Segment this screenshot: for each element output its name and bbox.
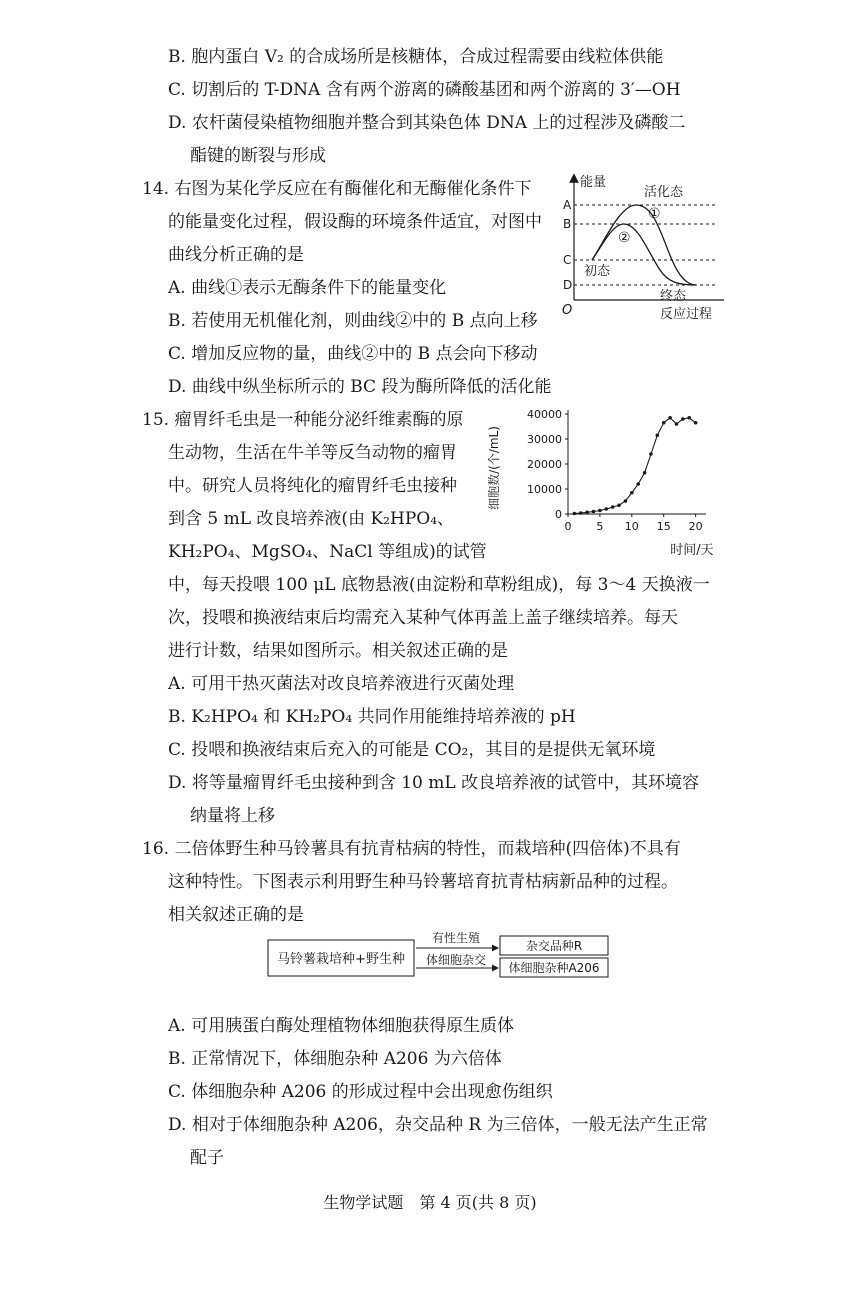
- q16-option-b: B. 正常情况下，体细胞杂种 A206 为六倍体: [168, 1049, 502, 1069]
- energy-origin: O: [562, 303, 573, 318]
- q15-stem-2: 生动物，生活在牛羊等反刍动物的瘤胃: [168, 443, 457, 463]
- growth-data-point: [681, 417, 685, 421]
- q14-stem-2: 的能量变化过程，假设酶的环境条件适宜，对图中: [168, 212, 542, 232]
- growth-data-point: [624, 499, 628, 503]
- growth-data-point: [617, 503, 621, 507]
- energy-diagram: [548, 172, 738, 328]
- energy-activated-label: 活化态: [644, 185, 684, 200]
- growth-data-point: [694, 421, 698, 425]
- q16-option-a: A. 可用胰蛋白酶处理植物体细胞获得原生质体: [168, 1016, 515, 1036]
- growth-ytick-label: 40000: [527, 408, 562, 421]
- growth-data-point: [573, 512, 577, 516]
- flow-target-r-label: 杂交品种R: [525, 939, 583, 953]
- q13-option-d: D. 农杆菌侵染植物细胞并整合到其染色体 DNA 上的过程涉及磷酸二: [168, 113, 686, 133]
- growth-ytick-label: 10000: [527, 483, 562, 496]
- growth-data-point: [643, 471, 647, 475]
- energy-initial-label: 初态: [584, 264, 611, 279]
- energy-final-label: 终态: [660, 289, 687, 304]
- q13-option-d-cont: 酯键的断裂与形成: [190, 146, 326, 166]
- energy-curve-1-label: ①: [648, 206, 661, 222]
- q15-stem-8: 进行计数，结果如图所示。相关叙述正确的是: [168, 641, 508, 661]
- q15-option-d-cont: 纳量将上移: [190, 806, 275, 826]
- growth-data-point: [656, 433, 660, 437]
- energy-tick-b: B: [563, 217, 572, 231]
- growth-series-line: [574, 418, 695, 514]
- growth-ytick-label: 0: [555, 508, 562, 521]
- q16-stem-2: 这种特性。下图表示利用野生种马铃薯培育抗青枯病新品种的过程。: [168, 872, 678, 892]
- growth-data-point: [662, 421, 666, 425]
- growth-data-point: [598, 509, 602, 513]
- energy-tick-a: A: [563, 198, 572, 212]
- growth-data-point: [675, 422, 679, 426]
- growth-ylabel: 细胞数/(个/mL): [487, 426, 501, 510]
- q15-option-d: D. 将等量瘤胃纤毛虫接种到含 10 mL 改良培养液的试管中，其环境容: [168, 773, 700, 793]
- growth-data-point: [636, 482, 640, 486]
- growth-data-point: [687, 416, 691, 420]
- growth-ytick-label: 20000: [527, 458, 562, 471]
- growth-xtick-label: 15: [656, 520, 671, 533]
- growth-xlabel: 时间/天: [670, 543, 714, 558]
- q14-option-d: D. 曲线中纵坐标所示的 BC 段为酶所降低的活化能: [168, 377, 552, 397]
- q15-stem-7: 次，投喂和换液结束后均需充入某种气体再盖上盖子继续培养。每天: [168, 608, 678, 628]
- q15-option-b: B. K₂HPO₄ 和 KH₂PO₄ 共同作用能维持培养液的 pH: [168, 707, 576, 727]
- energy-curve-2-label: ②: [618, 230, 631, 246]
- energy-ylabel: 能量: [580, 175, 607, 190]
- page-footer: 生物学试题 第 4 页(共 8 页): [323, 1193, 537, 1212]
- q16-stem: 16. 二倍体野生种马铃薯具有抗青枯病的特性，而栽培种(四倍体)不具有: [142, 839, 681, 859]
- growth-data-point: [668, 416, 672, 420]
- growth-data-point: [579, 511, 583, 515]
- q14-stem: 14. 右图为某化学反应在有酶催化和无酶催化条件下: [142, 179, 532, 199]
- growth-xtick-label: 5: [596, 520, 604, 533]
- q15-stem-5: KH₂PO₄、MgSO₄、NaCl 等组成)的试管: [168, 542, 487, 562]
- energy-tick-c: C: [563, 253, 572, 267]
- q15-option-a: A. 可用干热灭菌法对改良培养液进行灭菌处理: [168, 674, 515, 694]
- q15-stem: 15. 瘤胃纤毛虫是一种能分泌纤维素酶的原: [142, 410, 464, 430]
- q15-stem-3: 中。研究人员将纯化的瘤胃纤毛虫接种: [168, 476, 457, 496]
- q13-option-b: B. 胞内蛋白 V₂ 的合成场所是核糖体，合成过程需要由线粒体供能: [168, 47, 664, 67]
- q14-option-a: A. 曲线①表示无酶条件下的能量变化: [168, 278, 447, 298]
- growth-xtick-label: 10: [624, 520, 639, 533]
- growth-data-point: [604, 507, 608, 511]
- flow-source-label: 马铃薯栽培种+野生种: [277, 952, 405, 967]
- q14-option-c: C. 增加反应物的量，曲线②中的 B 点会向下移动: [168, 344, 538, 364]
- growth-data-point: [649, 452, 653, 456]
- q14-stem-3: 曲线分析正确的是: [168, 245, 304, 265]
- q15-stem-4: 到含 5 mL 改良培养液(由 K₂HPO₄、: [168, 509, 455, 529]
- flow-arrow-sexual-label: 有性生殖: [431, 931, 481, 945]
- growth-xtick-label: 0: [564, 520, 572, 533]
- q15-stem-6: 中，每天投喂 100 μL 底物悬液(由淀粉和草粉组成)，每 3～4 天换液一: [168, 575, 710, 595]
- energy-tick-d: D: [563, 278, 573, 292]
- growth-data-point: [592, 510, 596, 514]
- growth-data-point: [611, 505, 615, 509]
- breeding-flow-diagram: [264, 930, 614, 980]
- q13-option-c: C. 切割后的 T-DNA 含有两个游离的磷酸基团和两个游离的 3′—OH: [168, 80, 681, 100]
- q14-option-b: B. 若使用无机催化剂，则曲线②中的 B 点向上移: [168, 311, 538, 331]
- q16-option-d: D. 相对于体细胞杂种 A206，杂交品种 R 为三倍体，一般无法产生正常: [168, 1115, 708, 1135]
- growth-data-point: [585, 510, 589, 514]
- energy-xlabel: 反应过程: [660, 307, 713, 322]
- q16-stem-3: 相关叙述正确的是: [168, 905, 304, 925]
- flow-target-a206-label: 体细胞杂种A206: [508, 961, 600, 975]
- q15-option-c: C. 投喂和换液结束后充入的可能是 CO₂，其目的是提供无氧环境: [168, 740, 656, 760]
- growth-ytick-label: 30000: [527, 433, 562, 446]
- q16-option-c: C. 体细胞杂种 A206 的形成过程中会出现愈伤组织: [168, 1082, 553, 1102]
- growth-xtick-label: 20: [688, 520, 703, 533]
- q16-option-d-cont: 配子: [190, 1148, 224, 1168]
- flow-arrow-somatic-label: 体细胞杂交: [425, 953, 487, 967]
- growth-data-point: [630, 491, 634, 495]
- growth-chart: [484, 402, 720, 562]
